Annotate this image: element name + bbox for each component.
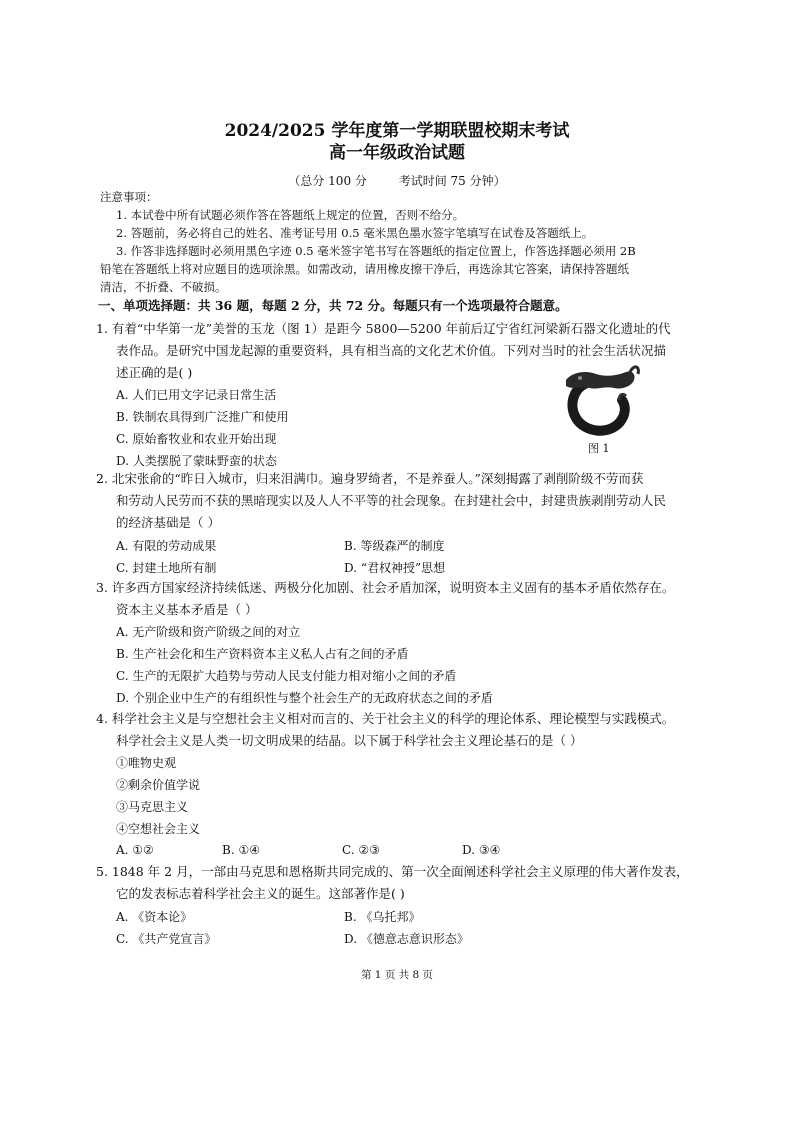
- statement-item: ③马克思主义: [116, 800, 189, 814]
- question-text: 的经济基础是（ ）: [116, 515, 220, 530]
- option-d: D. 个别企业中生产的有组织性与整个社会生产的无政府状态之间的矛盾: [116, 691, 493, 705]
- notice-item: 铅笔在答题纸上将对应题目的选项涂黑。如需改动，请用橡皮擦干净后，再选涂其它答案，请保持答题纸: [100, 262, 629, 276]
- option-d: D. ③④: [462, 843, 501, 857]
- exam-subtitle: 高一年级政治试题: [329, 143, 465, 163]
- page-number: 第 1 页 共 8 页: [360, 969, 434, 981]
- question-text: 2. 北宋张俞的“昨日入城市，归来泪满巾。遍身罗绮者，不是养蚕人。”深刻揭露了剥削阶级不劳而获: [96, 471, 644, 486]
- option-c: C. 原始畜牧业和农业开始出现: [116, 432, 277, 446]
- question-text: 它的发表标志着科学社会主义的诞生。这部著作是( ): [116, 886, 405, 901]
- option-d: D. “君权神授”思想: [344, 561, 446, 575]
- question-text: 表作品。是研究中国龙起源的重要资料，具有相当高的文化艺术价值。下列对当时的社会生活状况描: [116, 343, 667, 358]
- statement-item: ①唯物史观: [116, 756, 177, 770]
- option-b: B. 《乌托邦》: [344, 910, 421, 924]
- question-text: 资本主义基本矛盾是（ ）: [116, 602, 258, 617]
- notice-item: 3. 作答非选择题时必须用黑色字迹 0.5 毫米签字笔书写在答题纸的指定位置上，作答选择题必须用 2B: [116, 244, 636, 258]
- option-d: D. 人类摆脱了蒙昧野蛮的状态: [116, 454, 277, 468]
- option-c: C. 封建土地所有制: [116, 561, 217, 575]
- exam-time: 考试时间 75 分钟）: [398, 174, 506, 188]
- question-text: 科学社会主义是人类一切文明成果的结晶。以下属于科学社会主义理论基石的是（ ）: [116, 733, 583, 748]
- jade-dragon-figure: [556, 360, 646, 438]
- option-c: C. 《共产党宣言》: [116, 932, 217, 946]
- option-a: A. ①②: [116, 843, 154, 857]
- question-text: 1. 有着“中华第一龙”美誉的玉龙（图 1）是距今 5800—5200 年前后辽宁省红河梁新石器文化遗址的代: [96, 321, 671, 336]
- option-a: A. 有限的劳动成果: [116, 539, 217, 553]
- notice-item: 1. 本试卷中所有试题必须作答在答题纸上规定的位置，否则不给分。: [116, 208, 465, 222]
- option-c: C. 生产的无限扩大趋势与劳动人民支付能力相对缩小之间的矛盾: [116, 669, 457, 683]
- notice-heading: 注意事项：: [100, 190, 158, 204]
- option-b: B. 生产社会化和生产资料资本主义私人占有之间的矛盾: [116, 647, 409, 661]
- exam-title: 2024/2025 学年度第一学期联盟校期末考试: [224, 121, 570, 141]
- statement-item: ②剩余价值学说: [116, 778, 201, 792]
- option-c: C. ②③: [342, 843, 380, 857]
- question-text: 和劳动人民劳而不获的黑暗现实以及人人不平等的社会现象。在封建社会中，封建贵族剥削劳动人民: [116, 493, 667, 508]
- question-text: 述正确的是( ): [116, 365, 193, 380]
- section-title: 一、单项选择题：共 36 题，每题 2 分，共 72 分。每题只有一个选项最符合题意。: [98, 298, 568, 313]
- notice-item: 2. 答题前，务必将自己的姓名、准考证号用 0.5 毫米黑色墨水签字笔填写在试卷及答题纸上。: [116, 226, 594, 240]
- exam-info: [0, 172, 794, 189]
- figure-caption: 图 1: [588, 442, 610, 455]
- option-a: A. 人们已用文字记录日常生活: [116, 388, 277, 402]
- total-score: （总分 100 分: [288, 174, 367, 188]
- notice-item: 清洁，不折叠、不破损。: [100, 280, 227, 294]
- option-a: A. 《资本论》: [116, 910, 193, 924]
- option-b: B. 铁制农具得到广泛推广和使用: [116, 410, 289, 424]
- question-text: 3. 许多西方国家经济持续低迷、两极分化加剧、社会矛盾加深，说明资本主义固有的基本矛盾依然存在。: [96, 580, 675, 595]
- question-text: 5. 1848 年 2 月，一部由马克思和恩格斯共同完成的、第一次全面阐述科学社会主义原理的伟大著作发表，: [96, 864, 689, 879]
- option-b: B. ①④: [222, 843, 260, 857]
- question-text: 4. 科学社会主义是与空想社会主义相对而言的、关于社会主义的科学的理论体系、理论模型与实践模式。: [96, 711, 675, 726]
- option-d: D. 《德意志意识形态》: [344, 932, 469, 946]
- option-a: A. 无产阶级和资产阶级之间的对立: [116, 625, 301, 639]
- option-b: B. 等级森严的制度: [344, 539, 445, 553]
- statement-item: ④空想社会主义: [116, 822, 201, 836]
